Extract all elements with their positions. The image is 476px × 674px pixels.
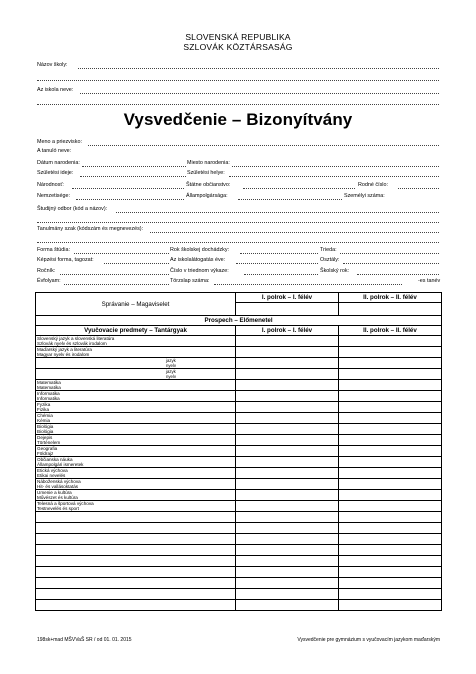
grade-sem2-cell[interactable] [339, 347, 442, 358]
school-name-hu-field[interactable] [80, 93, 439, 94]
country-name-hu: SZLOVÁK KÖZTÁRSASÁG [183, 42, 293, 52]
grade-sem1-cell[interactable] [236, 413, 339, 424]
subject-name-sk: Dejepis [37, 435, 53, 440]
table-row [36, 457, 442, 468]
empty-grade-cell[interactable] [339, 512, 442, 523]
subject-name-hu: Kémia [37, 418, 51, 423]
grade-sem2-cell[interactable] [339, 468, 442, 479]
table-row [36, 369, 442, 380]
subject-name-sk: Náboženská výchova [37, 479, 81, 484]
grade-sem2-cell[interactable] [339, 380, 442, 391]
birth-place-label-hu: Születési helye: [187, 170, 225, 176]
grade-sem1-cell[interactable] [236, 424, 339, 435]
subject-name-sk: Telesná a športová výchova [37, 501, 94, 506]
country-name-sk: SLOVENSKÁ REPUBLIKA [185, 32, 291, 42]
table-row [36, 424, 442, 435]
subject-name [36, 490, 236, 501]
empty-grade-cell[interactable] [236, 589, 339, 600]
subject-name-sk: jazyk [166, 369, 176, 374]
nationality-label-hu: Nemzetisége: [37, 193, 70, 199]
table-row [36, 358, 442, 369]
subject-name [36, 358, 236, 369]
subject-name [36, 347, 236, 358]
grade-sem2-cell[interactable] [339, 424, 442, 435]
grade-sem1-cell[interactable] [236, 380, 339, 391]
school-name-field-2[interactable] [37, 80, 439, 81]
document-title: Vysvedčenie – Bizonyítvány [123, 110, 353, 129]
school-year-attendance-label: Rok školskej dochádzky: [170, 247, 230, 253]
school-name-field[interactable] [78, 68, 439, 69]
table-row [36, 347, 442, 358]
subject-name-sk: Matematika [37, 380, 61, 385]
subject-name-sk: Umenie a kultúra [37, 490, 72, 495]
grade-sem2-cell[interactable] [339, 336, 442, 347]
school-name-hu-field-2[interactable] [37, 104, 439, 105]
subject-name-sk: Maďarský jazyk a literatúra [37, 347, 92, 352]
table-row [36, 501, 442, 512]
table-row [36, 479, 442, 490]
study-field[interactable] [116, 212, 439, 213]
empty-grade-cell[interactable] [339, 556, 442, 567]
grade-label: Ročník: [37, 268, 56, 274]
subject-name-hu: Szlovák nyelv és szlovák irodalom [37, 341, 107, 346]
subject-name-hu: Etikai nevelés [37, 473, 66, 478]
subject-name [36, 380, 236, 391]
empty-grade-cell[interactable] [236, 578, 339, 589]
grade-sem2-cell[interactable] [339, 358, 442, 369]
table-row [36, 380, 442, 391]
school-year-attendance-field[interactable] [240, 253, 318, 254]
study-form-label-hu: Képzési forma, tagozat: [37, 257, 94, 263]
grade-sem2-cell[interactable] [339, 501, 442, 512]
empty-row [36, 556, 442, 567]
empty-grade-cell[interactable] [236, 545, 339, 556]
school-year-label: Školský rok: [320, 268, 350, 274]
subject-name-sk: Informatika [37, 391, 60, 396]
empty-subject-cell[interactable] [36, 523, 236, 534]
grade-sem1-cell[interactable] [236, 501, 339, 512]
grade-sem2-cell[interactable] [339, 490, 442, 501]
subject-name-hu: Biológia [37, 429, 54, 434]
grades-table [35, 292, 442, 611]
grade-sem2-cell[interactable] [339, 435, 442, 446]
sem2-header-2: II. polrok – II. félév [339, 326, 442, 336]
grade-sem2-cell[interactable] [339, 369, 442, 380]
register-number-label: Číslo v triednom výkaze: [170, 268, 229, 274]
birth-number-field[interactable] [398, 188, 439, 189]
register-number-field[interactable] [244, 274, 318, 275]
grade-sem1-cell[interactable] [236, 391, 339, 402]
subject-name-sk: Občianska náuka [37, 457, 73, 462]
grade-sem1-cell[interactable] [236, 457, 339, 468]
school-name-label-sk: Názov školy: [37, 62, 68, 68]
table-row [36, 336, 442, 347]
birth-place-field[interactable] [232, 166, 439, 167]
empty-subject-cell[interactable] [36, 556, 236, 567]
empty-grade-cell[interactable] [339, 600, 442, 611]
empty-grade-cell[interactable] [339, 567, 442, 578]
table-row [36, 468, 442, 479]
empty-grade-cell[interactable] [339, 545, 442, 556]
subject-name-hu: nyelv [166, 374, 177, 379]
grade-sem1-cell[interactable] [236, 369, 339, 380]
subject-name [36, 402, 236, 413]
grade-sem1-cell[interactable] [236, 336, 339, 347]
footer-code: 198sk+mad MŠVVaŠ SR / od 01. 01. 2015 [37, 637, 132, 643]
subject-name-sk: Slovenský jazyk a slovenská literatúra [37, 336, 115, 341]
empty-grade-cell[interactable] [236, 523, 339, 534]
birth-date-field[interactable] [82, 166, 186, 167]
subject-name-sk: Fyzika [37, 402, 51, 407]
table-row [36, 490, 442, 501]
class-hu-field[interactable] [343, 263, 439, 264]
attendance-year-hu-field[interactable] [236, 263, 318, 264]
subject-name-sk: jazyk [166, 358, 176, 363]
birth-place-label: Miesto narodenia: [187, 160, 230, 166]
grade-sem1-cell[interactable] [236, 347, 339, 358]
empty-subject-cell[interactable] [36, 600, 236, 611]
school-name-label-hu: Az iskola neve: [37, 87, 74, 93]
subject-name [36, 369, 236, 380]
empty-grade-cell[interactable] [236, 512, 339, 523]
citizenship-label-hu: Állampolgársága: [186, 193, 228, 199]
subject-name [36, 435, 236, 446]
citizenship-hu-field[interactable] [238, 199, 342, 200]
birth-date-label-hu: Születési ideje: [37, 170, 74, 176]
subject-name [36, 413, 236, 424]
subject-name [36, 468, 236, 479]
grade-sem1-cell[interactable] [236, 402, 339, 413]
prospech-header: Prospech – Előmenetel [36, 316, 442, 326]
subject-name-hu: Informatika [37, 396, 60, 401]
empty-row [36, 512, 442, 523]
empty-row [36, 567, 442, 578]
subject-name [36, 501, 236, 512]
empty-row [36, 523, 442, 534]
subject-name-hu: Fizika [37, 407, 49, 412]
personal-id-label-hu: Személyi száma: [344, 193, 385, 199]
sem1-header-2: I. polrok – I. félév [236, 326, 339, 336]
behavior-label: Správanie – Magaviselet [36, 293, 236, 316]
footer-description: Vysvedčenie pre gymnázium s vyučovacím jazykom maďarským [297, 637, 440, 643]
behavior-sem1-cell[interactable] [236, 303, 339, 316]
subject-name-hu: Történelem [37, 440, 61, 445]
empty-grade-cell[interactable] [236, 534, 339, 545]
empty-subject-cell[interactable] [36, 534, 236, 545]
class-label-hu: Osztály: [320, 257, 340, 263]
table-row [36, 446, 442, 457]
empty-grade-cell[interactable] [236, 556, 339, 567]
study-field-2[interactable] [37, 222, 439, 223]
subject-name-hu: Állampolgári ismeretek [37, 462, 84, 467]
table-row [36, 413, 442, 424]
grade-sem2-cell[interactable] [339, 402, 442, 413]
school-year-label-hu: -es tanév [418, 278, 441, 284]
name-label-sk: Meno a priezvisko: [37, 139, 82, 145]
study-field-label-hu: Tanulmány szak (kódszám és megnevezés): [37, 226, 144, 232]
subject-name [36, 336, 236, 347]
birth-date-hu-field[interactable] [80, 176, 186, 177]
empty-row [36, 534, 442, 545]
subject-name-hu: Művészet és kultúra [37, 495, 78, 500]
subjects-header: Vyučovacie predmety – Tantárgyak [36, 326, 236, 336]
birth-date-label: Dátum narodenia: [37, 160, 80, 166]
subject-name [36, 457, 236, 468]
subject-name-sk: Chémia [37, 413, 53, 418]
empty-grade-cell[interactable] [236, 600, 339, 611]
behavior-sem2-cell[interactable] [339, 303, 442, 316]
subject-name-hu: nyelv [166, 363, 177, 368]
class-label: Trieda: [320, 247, 337, 253]
empty-grade-cell[interactable] [339, 534, 442, 545]
grade-field[interactable] [60, 274, 169, 275]
empty-grade-cell[interactable] [236, 567, 339, 578]
register-number-hu-field[interactable] [214, 284, 402, 285]
empty-subject-cell[interactable] [36, 545, 236, 556]
study-form-label: Forma štúdia: [37, 247, 70, 253]
empty-row [36, 578, 442, 589]
subject-name-hu: Testnevelés és sport [37, 506, 79, 511]
empty-row [36, 545, 442, 556]
grade-sem1-cell[interactable] [236, 435, 339, 446]
empty-grade-cell[interactable] [339, 589, 442, 600]
sem1-header: I. polrok – I. félév [236, 293, 339, 303]
empty-row [36, 589, 442, 600]
subject-name [36, 479, 236, 490]
birth-place-hu-field[interactable] [229, 176, 439, 177]
empty-subject-cell[interactable] [36, 578, 236, 589]
empty-row [36, 600, 442, 611]
subject-name [36, 391, 236, 402]
nationality-field[interactable] [72, 188, 184, 189]
citizenship-field[interactable] [243, 188, 355, 189]
table-row [36, 435, 442, 446]
study-field-label: Študijný odbor (kód a názov): [37, 206, 108, 212]
subject-name-hu: Magyar nyelv és irodalom [37, 352, 90, 357]
empty-grade-cell[interactable] [339, 523, 442, 534]
empty-subject-cell[interactable] [36, 567, 236, 578]
grade-sem1-cell[interactable] [236, 446, 339, 457]
subject-name-sk: Biológia [37, 424, 54, 429]
grade-sem1-cell[interactable] [236, 468, 339, 479]
empty-subject-cell[interactable] [36, 512, 236, 523]
subject-name [36, 446, 236, 457]
study-form-hu-field[interactable] [104, 263, 169, 264]
subject-name-hu: Matematika [37, 385, 61, 390]
empty-subject-cell[interactable] [36, 589, 236, 600]
grade-label-hu: Évfolyam: [37, 278, 61, 284]
grade-hu-field[interactable] [64, 284, 169, 285]
name-field[interactable] [88, 145, 439, 146]
table-row [36, 402, 442, 413]
grade-sem2-cell[interactable] [339, 391, 442, 402]
table-row [36, 391, 442, 402]
grade-sem2-cell[interactable] [339, 457, 442, 468]
subject-name-sk: Geografia [37, 446, 58, 451]
nationality-label: Národnosť: [37, 182, 64, 188]
school-year-field[interactable] [357, 274, 439, 275]
grade-sem2-cell[interactable] [339, 479, 442, 490]
subject-name-hu: Földrajz [37, 451, 54, 456]
subject-name [36, 424, 236, 435]
grade-sem1-cell[interactable] [236, 490, 339, 501]
study-form-field[interactable] [74, 253, 169, 254]
grade-sem1-cell[interactable] [236, 358, 339, 369]
class-field[interactable] [340, 253, 439, 254]
name-label-hu: A tanuló neve: [37, 148, 72, 154]
citizenship-label: Štátne občianstvo: [186, 182, 231, 188]
empty-grade-cell[interactable] [339, 578, 442, 589]
sem2-header: II. polrok – II. félév [339, 293, 442, 303]
birth-number-label: Rodné číslo: [358, 182, 388, 188]
nationality-hu-field[interactable] [76, 199, 184, 200]
study-field-hu[interactable] [150, 232, 439, 233]
subject-name-hu: Hit- és vallásoktatás [37, 484, 79, 489]
grade-sem2-cell[interactable] [339, 413, 442, 424]
subject-name-sk: Etická výchova [37, 468, 68, 473]
study-field-hu-2[interactable] [37, 242, 439, 243]
grade-sem2-cell[interactable] [339, 446, 442, 457]
attendance-year-label-hu: Az iskolalátogatás éve: [170, 257, 226, 263]
grade-sem1-cell[interactable] [236, 479, 339, 490]
register-number-label-hu: Törzslap száma: [170, 278, 210, 284]
